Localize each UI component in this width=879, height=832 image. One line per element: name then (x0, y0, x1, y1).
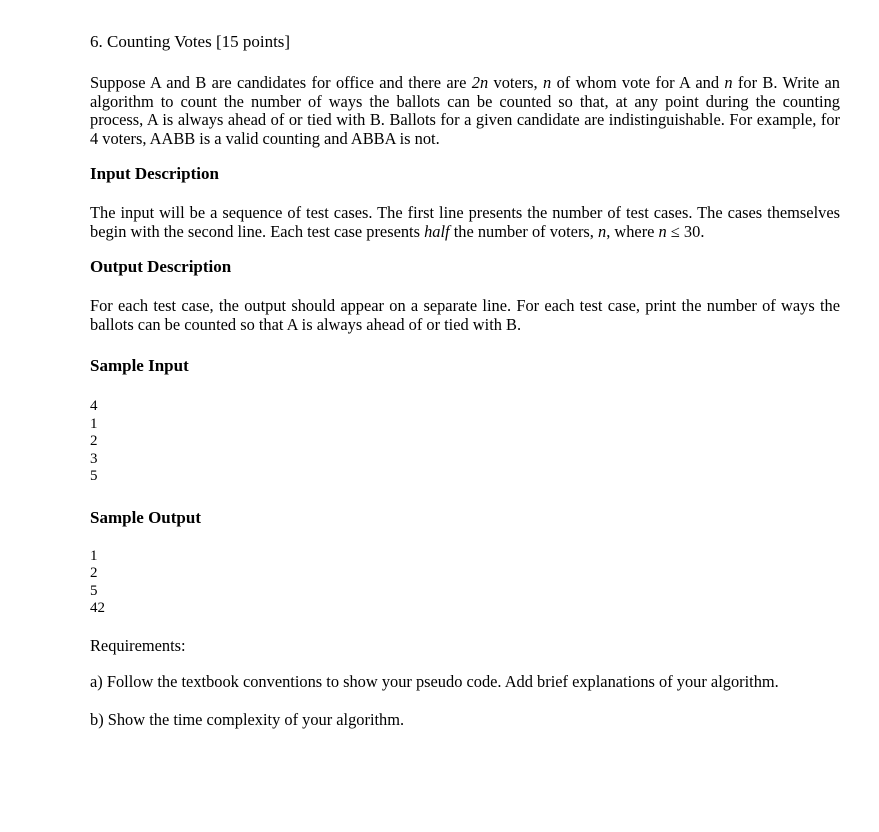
sample-output-line: 5 (90, 582, 98, 599)
input-description-text: The input will be a sequence of test cases. The first line presents the number of test cases. The cases themselves begin with the second line. Each test case presents half the number of voters, n, where n ≤ 30. (90, 203, 840, 241)
variable-n: n (724, 73, 733, 92)
sample-input-line: 5 (90, 468, 98, 484)
output-description-title: Output Description (90, 257, 232, 276)
requirement-a: a) Follow the textbook conventions to show your pseudo code. Add brief explanations of your algorithm. (90, 671, 779, 691)
sample-input-line: 3 (90, 450, 98, 467)
sample-input-line: 1 (90, 415, 98, 432)
input-description-title: Input Description (90, 164, 219, 183)
sample-output-lines (90, 548, 840, 618)
problem-statement: Suppose A and B are candidates for office and there are 2n voters, n of whom vote for A and n for B. Write an algorithm to count the number of ways the ballots can be counted so that, at any point during the counting process, A is always ahead of or tied with B. Ballots for a given candidate are indistinguishable. For example, for 4 voters, AABB is a valid counting and ABBA is not. (90, 73, 840, 148)
sample-output-line: 2 (90, 565, 98, 581)
sample-input-lines (90, 398, 840, 486)
sample-output-title: Sample Output (90, 507, 201, 527)
requirements-title: Requirements: (90, 635, 186, 655)
sample-input-title: Sample Input (90, 356, 189, 375)
sample-input-line: 2 (90, 433, 98, 449)
problem-title: 6. Counting Votes [15 points] (90, 32, 291, 51)
variable-n: n (597, 221, 607, 241)
requirement-b: b) Show the time complexity of your algorithm. (90, 710, 405, 729)
problem-page (90, 28, 840, 729)
variable-2n: 2n (471, 73, 489, 92)
output-description-text: For each test case, the output should appear on a separate line. For each test case, print the number of ways the ballots can be counted so that A is always ahead of or tied with B. (90, 296, 840, 334)
variable-n: n (658, 221, 667, 241)
variable-n: n (543, 73, 552, 92)
half-emphasis: half (424, 221, 450, 241)
sample-input-line: 4 (90, 398, 98, 414)
sample-output-line: 1 (90, 547, 98, 564)
sample-output-line: 42 (90, 600, 105, 616)
